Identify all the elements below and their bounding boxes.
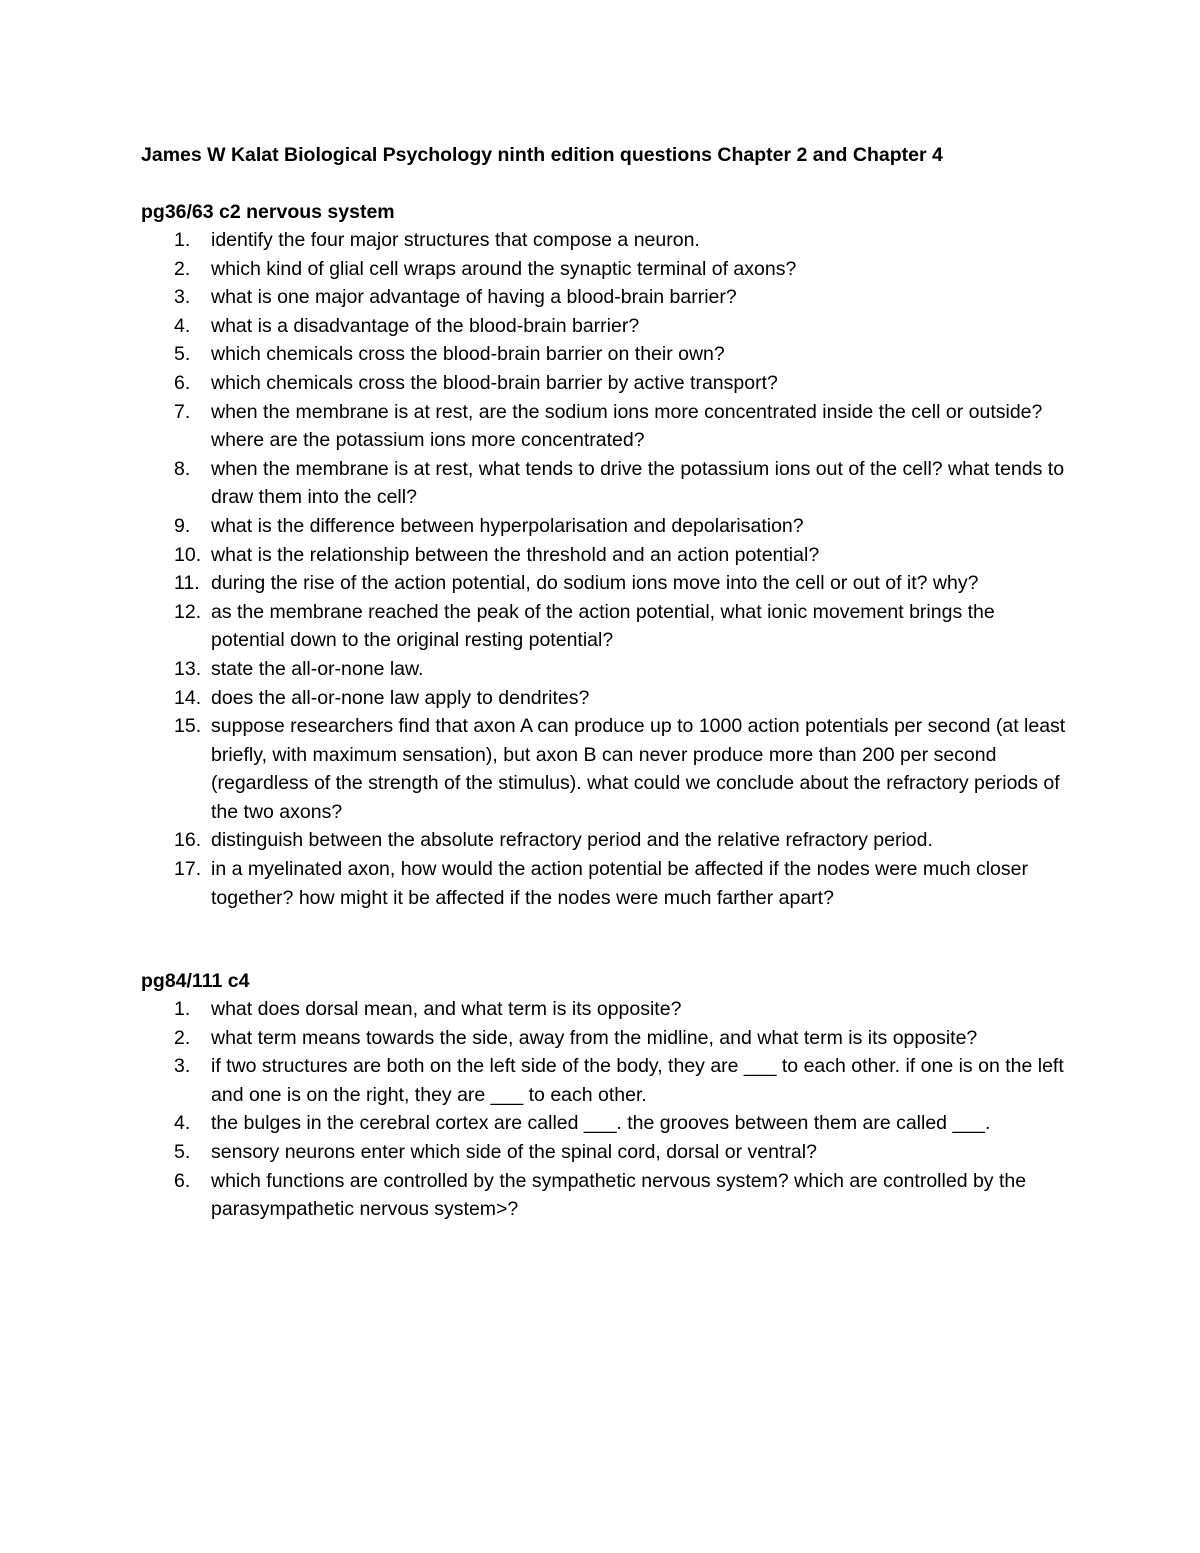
- question-number: 2.: [174, 257, 191, 280]
- question-number: 6.: [174, 371, 191, 394]
- question-number: 13.: [174, 657, 202, 680]
- question-number: 3.: [174, 286, 191, 309]
- question-item: [141, 283, 1071, 312]
- question-item: [141, 598, 1071, 655]
- question-text: what is the relationship between the threshold and an action potential?: [211, 543, 820, 566]
- question-text: during the rise of the action potential, do sodium ions move into the cell or out of it? why?: [211, 572, 979, 595]
- question-number: 4.: [174, 1112, 191, 1135]
- question-item: [141, 512, 1071, 541]
- question-item: [141, 340, 1071, 369]
- question-item: [141, 255, 1071, 284]
- question-item: [141, 541, 1071, 570]
- question-text: identify the four major structures that compose a neuron.: [211, 229, 700, 251]
- question-number: 8.: [174, 457, 191, 480]
- question-text: suppose researchers find that axon A can produce up to 1000 action potentials per second (at least briefly, with maximum sensation), but axon B can never produce more than 200 per second (regardless of the strength of the stimulus). what could we conclude about the refractory periods of the two axons?: [211, 715, 1066, 823]
- document-title: James W Kalat Biological Psychology ninth edition questions Chapter 2 and Chapter 4: [141, 144, 943, 166]
- question-number: 5.: [174, 343, 191, 366]
- question-list: [141, 995, 1071, 1224]
- question-number: 15.: [174, 715, 202, 738]
- question-number: 16.: [174, 829, 202, 852]
- question-number: 11.: [174, 572, 200, 595]
- question-text: distinguish between the absolute refractory period and the relative refractory period.: [211, 829, 933, 852]
- question-item: [141, 855, 1071, 912]
- question-number: 14.: [174, 686, 202, 709]
- question-text: state the all-or-none law.: [211, 657, 424, 680]
- question-item: [141, 455, 1071, 512]
- question-text: does the all-or-none law apply to dendrites?: [211, 686, 590, 709]
- section-chapter-4: [141, 967, 1071, 1224]
- question-item: [141, 655, 1071, 684]
- question-text: which chemicals cross the blood-brain barrier by active transport?: [211, 371, 778, 394]
- question-number: 7.: [174, 400, 191, 423]
- question-text: what term means towards the side, away from the midline, and what term is its opposite?: [211, 1026, 978, 1049]
- section-heading: pg84/111 c4: [141, 970, 250, 992]
- question-number: 1.: [174, 229, 191, 251]
- question-list: [141, 226, 1071, 912]
- section-chapter-2: [141, 198, 1071, 912]
- section-heading: pg36/63 c2 nervous system: [141, 201, 395, 223]
- question-item: [141, 312, 1071, 341]
- question-text: sensory neurons enter which side of the spinal cord, dorsal or ventral?: [211, 1140, 817, 1163]
- question-item: [141, 226, 1071, 255]
- question-number: 1.: [174, 998, 191, 1020]
- question-item: [141, 1109, 1071, 1138]
- question-item: [141, 995, 1071, 1024]
- question-text: when the membrane is at rest, what tends to drive the potassium ions out of the cell? what tends to draw them into the cell?: [211, 457, 1065, 509]
- question-text: which kind of glial cell wraps around the synaptic terminal of axons?: [211, 257, 797, 280]
- question-number: 9.: [174, 514, 191, 537]
- question-text: in a myelinated axon, how would the action potential be affected if the nodes were much closer together? how might it be affected if the nodes were much farther apart?: [211, 858, 1028, 909]
- question-text: when the membrane is at rest, are the sodium ions more concentrated inside the cell or outside? where are the potassium ions more concentrated?: [211, 400, 1043, 452]
- question-number: 3.: [174, 1055, 191, 1078]
- question-number: 12.: [174, 600, 202, 623]
- question-number: 10.: [174, 543, 202, 566]
- question-item: [141, 1024, 1071, 1053]
- question-text: the bulges in the cerebral cortex are called ___. the grooves between them are called ___.: [211, 1112, 991, 1135]
- question-text: which chemicals cross the blood-brain barrier on their own?: [211, 343, 725, 366]
- question-text: if two structures are both on the left side of the body, they are ___ to each other. if one is on the left and one is on the right, they are ___ to each other.: [211, 1055, 1064, 1106]
- question-item: [141, 1052, 1071, 1109]
- question-item: [141, 712, 1071, 826]
- question-item: [141, 1138, 1071, 1167]
- question-item: [141, 569, 1071, 598]
- question-item: [141, 826, 1071, 855]
- question-item: [141, 398, 1071, 455]
- question-item: [141, 1167, 1071, 1224]
- question-number: 4.: [174, 314, 191, 337]
- question-text: what is one major advantage of having a blood-brain barrier?: [211, 286, 737, 309]
- question-number: 2.: [174, 1026, 191, 1049]
- question-item: [141, 684, 1071, 713]
- question-text: what does dorsal mean, and what term is its opposite?: [211, 998, 682, 1020]
- question-number: 6.: [174, 1169, 191, 1192]
- question-item: [141, 369, 1071, 398]
- question-number: 17.: [174, 858, 202, 881]
- question-number: 5.: [174, 1140, 191, 1163]
- question-text: as the membrane reached the peak of the action potential, what ionic movement brings the potential down to the original resting potential?: [211, 600, 995, 652]
- question-text: what is a disadvantage of the blood-brain barrier?: [211, 314, 640, 337]
- question-text: what is the difference between hyperpolarisation and depolarisation?: [211, 514, 804, 537]
- question-text: which functions are controlled by the sympathetic nervous system? which are controlled by the parasympathetic nervous system>?: [211, 1169, 1027, 1221]
